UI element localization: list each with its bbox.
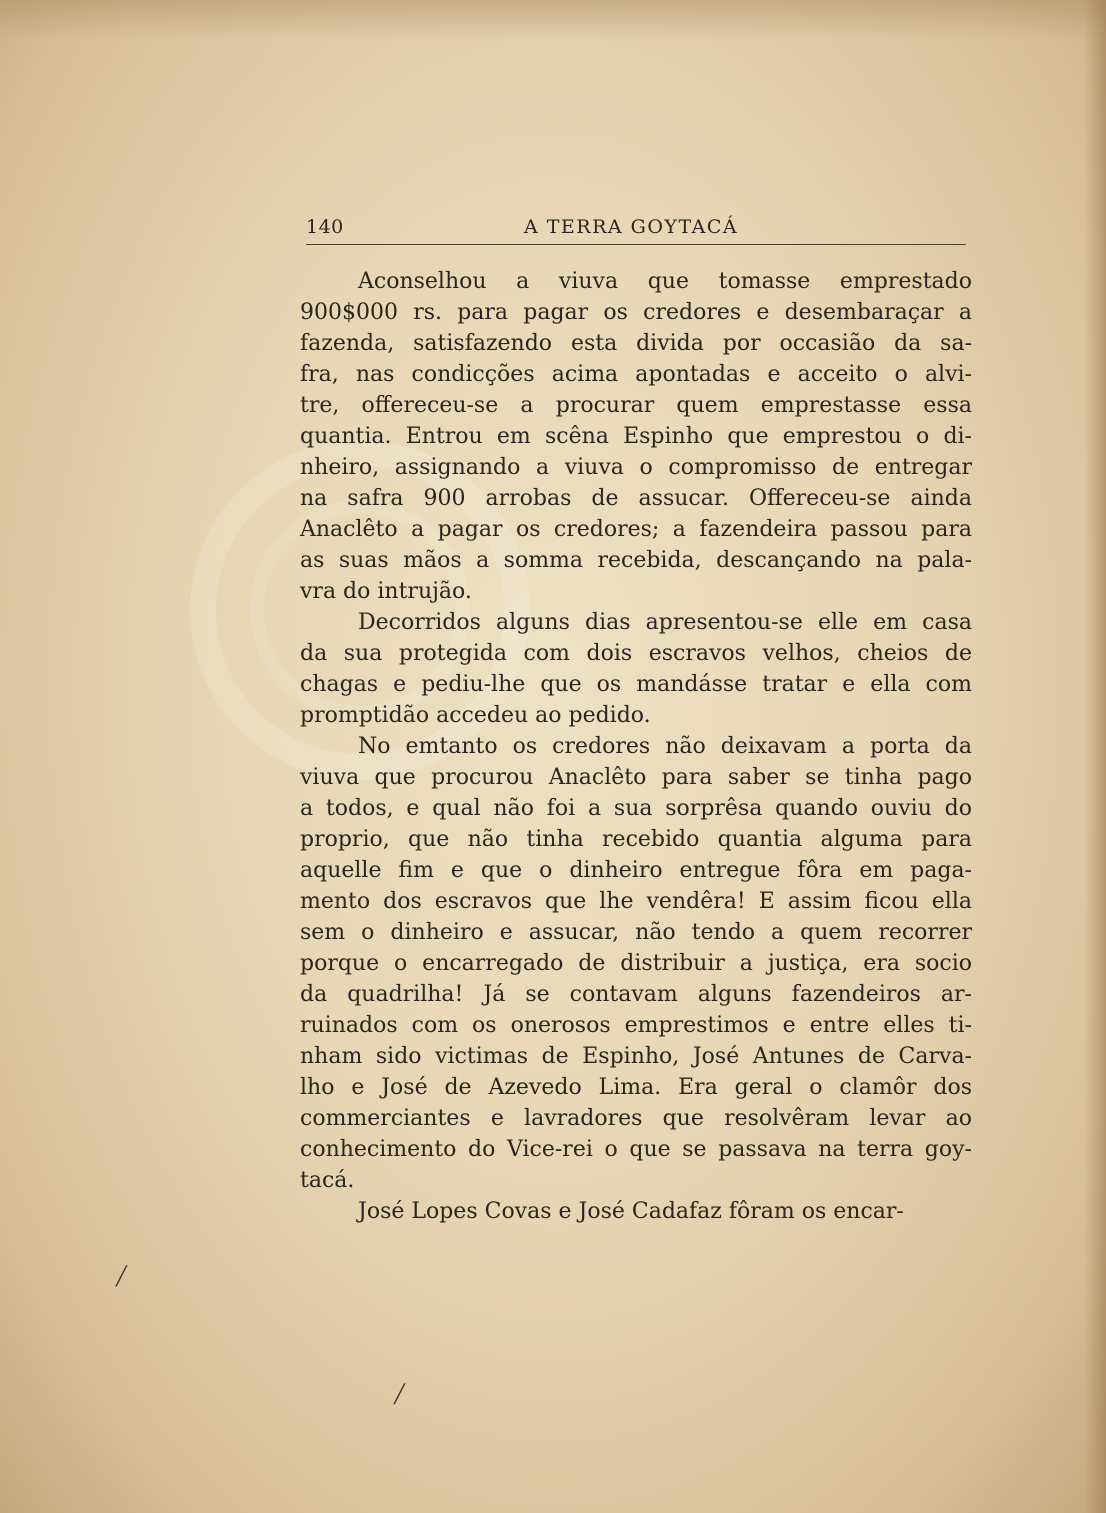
page-top-shadow (0, 0, 1106, 40)
text-line: a todos, e qual não foi a sua sorprêsa quando ouviu do (300, 796, 972, 821)
text-line: viuva que procurou Anaclêto para saber se tinha pago (300, 765, 972, 790)
text-line: sem o dinheiro e assucar, não tendo a quem recorrer (300, 920, 972, 945)
text-line: nham sido victimas de Espinho, José Antunes de Carva- (300, 1044, 972, 1069)
page-header (306, 214, 966, 245)
page-right-edge (1084, 0, 1106, 1513)
stray-pencil-mark: ╱ (116, 1266, 127, 1287)
text-line: lho e José de Azevedo Lima. Era geral o clamôr dos (300, 1075, 972, 1100)
text-line: 900$000 rs. para pagar os credores e desembaraçar a (300, 300, 972, 325)
text-line: mento dos escravos que lhe vendêra! E assim ficou ella (300, 889, 972, 914)
text-line: as suas mãos a somma recebida, descançando na pala- (300, 548, 972, 573)
text-line: proprio, que não tinha recebido quantia alguma para (300, 827, 972, 852)
text-line: fra, nas condicções acima apontadas e acceito o alvi- (300, 362, 972, 387)
stray-pencil-mark: ╱ (394, 1384, 405, 1405)
text-line: chagas e pediu-lhe que os mandásse tratar e ella com (300, 672, 972, 697)
text-line: da sua protegida com dois escravos velhos, cheios de (300, 641, 972, 666)
text-line: na safra 900 arrobas de assucar. Offereceu-se ainda (300, 486, 972, 511)
text-line: Anaclêto a pagar os credores; a fazendeira passou para (300, 517, 972, 542)
text-line: tacá. (300, 1168, 355, 1193)
text-line: commerciantes e lavradores que resolvêram levar ao (300, 1106, 972, 1131)
text-line: ruinados com os onerosos emprestimos e entre elles ti- (300, 1013, 972, 1038)
text-line: nheiro, assignando a viuva o compromisso de entregar (300, 455, 972, 480)
text-line: da quadrilha! Já se contavam alguns fazendeiros ar- (300, 982, 972, 1007)
text-line: No emtanto os credores não deixavam a porta da (358, 734, 972, 759)
running-title: A TERRA GOYTACÁ (524, 216, 739, 238)
text-line: tre, offereceu-se a procurar quem emprestasse essa (300, 393, 972, 418)
page-number: 140 (306, 216, 344, 238)
body-text (300, 266, 972, 1227)
text-line: conhecimento do Vice-rei o que se passava na terra goy- (300, 1137, 972, 1162)
text-line: José Lopes Covas e José Cadafaz fôram os encar- (358, 1199, 904, 1224)
text-line: aquelle fim e que o dinheiro entregue fôra em paga- (300, 858, 972, 883)
text-line: vra do intrujão. (300, 579, 472, 604)
text-line: quantia. Entrou em scêna Espinho que emprestou o di- (300, 424, 972, 449)
text-line: fazenda, satisfazendo esta divida por occasião da sa- (300, 331, 972, 356)
text-line: promptidão accedeu ao pedido. (300, 703, 651, 728)
text-line: Aconselhou a viuva que tomasse emprestado (358, 269, 972, 294)
text-line: Decorridos alguns dias apresentou-se elle em casa (358, 610, 972, 635)
text-line: porque o encarregado de distribuir a justiça, era socio (300, 951, 972, 976)
